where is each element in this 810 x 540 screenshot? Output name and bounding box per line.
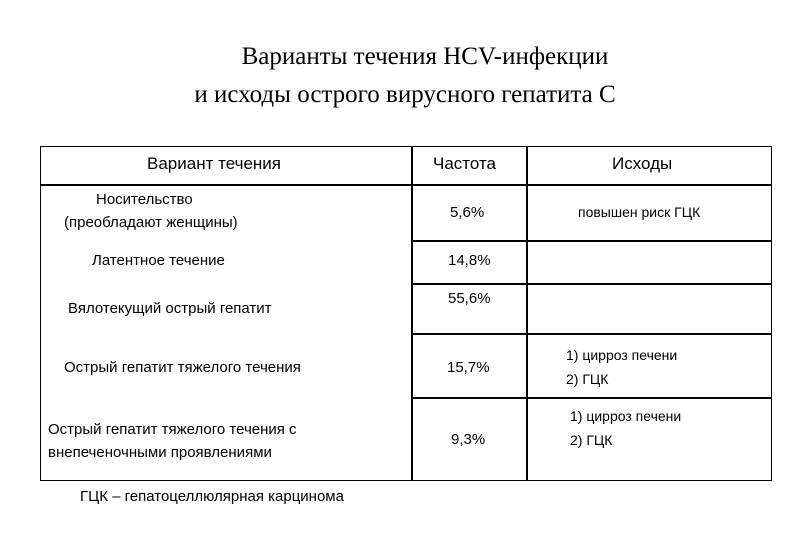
outcome-cell-5 xyxy=(570,404,681,452)
row-divider-3 xyxy=(411,333,772,335)
row-divider-4 xyxy=(411,397,772,399)
frequency-cell-3: 55,6% xyxy=(448,290,491,307)
frequency-cell-1: 5,6% xyxy=(450,204,485,221)
variant-line: Носительство xyxy=(96,191,193,208)
frequency-cell-4: 15,7% xyxy=(447,359,490,376)
variant-cell-4: Острый гепатит тяжелого течения xyxy=(64,359,301,376)
frequency-cell-5: 9,3% xyxy=(451,431,486,448)
variant-cell-1 xyxy=(64,188,238,234)
footnote: ГЦК – гепатоцеллюлярная карцинома xyxy=(80,488,344,505)
title-line-1: Варианты течения HCV-инфекции xyxy=(241,43,609,70)
variant-line: внепеченочными проявлениями xyxy=(48,444,272,461)
outcome-cell-1: повышен риск ГЦК xyxy=(578,204,701,220)
variant-cell-2: Латентное течение xyxy=(92,252,225,269)
outcome-cell-4 xyxy=(566,343,677,391)
header-divider xyxy=(40,184,772,186)
frequency-cell-2: 14,8% xyxy=(448,252,491,269)
column-divider-2 xyxy=(526,146,528,481)
header-outcome: Исходы xyxy=(612,154,673,173)
column-divider-1 xyxy=(411,146,413,481)
outcome-line: 1) цирроз печени xyxy=(570,408,682,424)
slide-title xyxy=(0,38,810,114)
variant-cell-3: Вялотекущий острый гепатит xyxy=(68,300,272,317)
header-frequency: Частота xyxy=(433,154,497,173)
outcome-line: 2) ГЦК xyxy=(570,432,613,448)
row-divider-2 xyxy=(411,283,772,285)
row-divider-1 xyxy=(411,240,772,242)
outcome-line: 2) ГЦК xyxy=(566,371,609,387)
variant-line: (преобладают женщины) xyxy=(64,214,238,231)
outcome-line: 1) цирроз печени xyxy=(566,347,678,363)
variant-line: Острый гепатит тяжелого течения с xyxy=(48,421,297,438)
header-variant: Вариант течения xyxy=(147,154,281,173)
variant-cell-5 xyxy=(48,418,297,464)
title-line-2: и исходы острого вирусного гепатита С xyxy=(194,81,616,108)
